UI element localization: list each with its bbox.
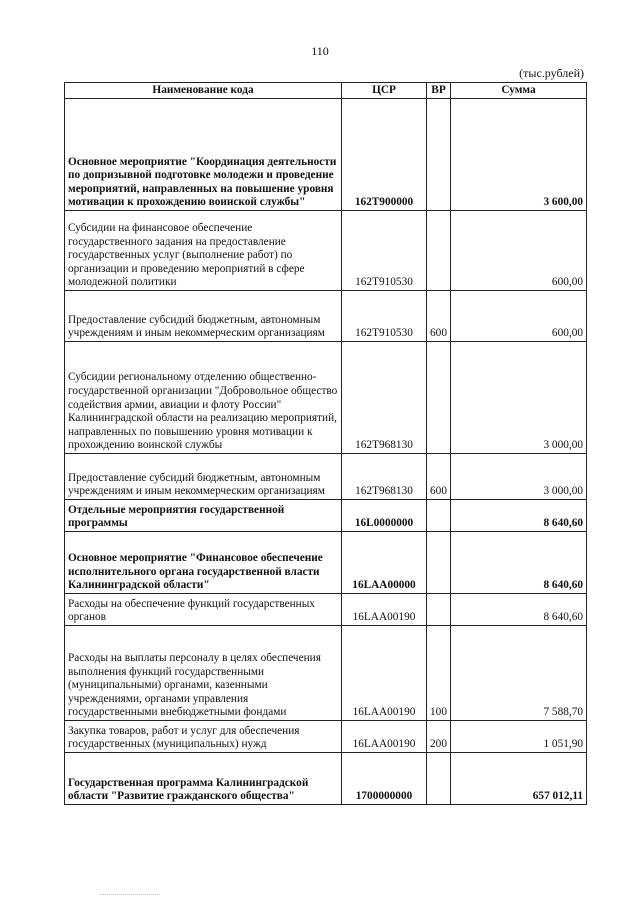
row-name: Предоставление субсидий бюджетным, автономным учреждениям и иным некоммерческим организациям — [65, 454, 342, 500]
row-sum: 3 600,00 — [451, 99, 587, 211]
row-sum: 8 640,60 — [451, 594, 587, 626]
row-code: 16LAA00000 — [342, 532, 427, 594]
table-row — [65, 342, 587, 454]
row-vr: 200 — [427, 721, 451, 753]
page-number: 110 — [311, 44, 329, 58]
row-vr — [427, 532, 451, 594]
table-row — [65, 532, 587, 594]
header-name: Наименование кода — [65, 83, 342, 99]
row-code: 162Т968130 — [342, 454, 427, 500]
row-vr: 600 — [427, 454, 451, 500]
header-vr: ВР — [427, 83, 451, 99]
row-sum: 657 012,11 — [451, 753, 587, 805]
row-name: Основное мероприятие "Координация деятельности по допризывной подготовке молодежи и проведение мероприятий, направленных на повышение уровня мотивации к прохождению воинской службы" — [65, 99, 342, 211]
row-code: 16LAA00190 — [342, 626, 427, 721]
row-vr — [427, 211, 451, 291]
row-vr — [427, 594, 451, 626]
row-name: Отдельные мероприятия государственной программы — [65, 500, 342, 532]
table-row — [65, 291, 587, 342]
row-sum: 8 640,60 — [451, 500, 587, 532]
row-vr: 600 — [427, 291, 451, 342]
table-header-row — [65, 83, 587, 99]
row-name: Закупка товаров, работ и услуг для обеспечения государственных (муниципальных) нужд — [65, 721, 342, 753]
row-code: 162Т968130 — [342, 342, 427, 454]
row-sum: 1 051,90 — [451, 721, 587, 753]
row-code: 1700000000 — [342, 753, 427, 805]
row-code: 162Т910530 — [342, 291, 427, 342]
row-sum: 7 588,70 — [451, 626, 587, 721]
row-code: 16LAA00190 — [342, 721, 427, 753]
row-sum: 3 000,00 — [451, 454, 587, 500]
table-row — [65, 454, 587, 500]
row-vr — [427, 753, 451, 805]
row-vr — [427, 500, 451, 532]
row-sum: 600,00 — [451, 291, 587, 342]
row-sum: 3 000,00 — [451, 342, 587, 454]
row-vr — [427, 342, 451, 454]
row-code: 162Т900000 — [342, 99, 427, 211]
row-code: 16L0000000 — [342, 500, 427, 532]
table-row — [65, 594, 587, 626]
table-row — [65, 500, 587, 532]
table-row — [65, 721, 587, 753]
row-name: Государственная программа Калининградской области "Развитие гражданского общества" — [65, 753, 342, 805]
scan-artifact — [100, 894, 160, 895]
row-name: Субсидии региональному отделению общественно-государственной организации "Добровольное общество содействия армии, авиации и флоту России" Калининградской области на реализацию мероприятий, направленных по повышению уровня мотивации к прохождению воинской службы — [65, 342, 342, 454]
row-name: Расходы на выплаты персоналу в целях обеспечения выполнения функций государственными (муниципальными) органами, казенными учреждениями, органами управления государственными внебюджетными фондами — [65, 626, 342, 721]
row-name: Субсидии на финансовое обеспечение государственного задания на предоставление государственных услуг (выполнение работ) по организации и проведению мероприятий в сфере молодежной политики — [65, 211, 342, 291]
row-vr — [427, 99, 451, 211]
row-name: Предоставление субсидий бюджетным, автономным учреждениям и иным некоммерческим организациям — [65, 291, 342, 342]
table-row — [65, 211, 587, 291]
row-name: Основное мероприятие "Финансовое обеспечение исполнительного органа государственной власти Калининградской области" — [65, 532, 342, 594]
units-label: (тыс.рублей) — [519, 66, 584, 80]
row-sum: 600,00 — [451, 211, 587, 291]
header-code: ЦСР — [342, 83, 427, 99]
row-code: 16LAA00190 — [342, 594, 427, 626]
table-row — [65, 753, 587, 805]
table-row — [65, 99, 587, 211]
row-name: Расходы на обеспечение функций государственных органов — [65, 594, 342, 626]
row-sum: 8 640,60 — [451, 532, 587, 594]
header-sum: Сумма — [451, 83, 587, 99]
row-code: 162Т910530 — [342, 211, 427, 291]
table-row — [65, 626, 587, 721]
budget-table — [64, 82, 587, 805]
row-vr: 100 — [427, 626, 451, 721]
